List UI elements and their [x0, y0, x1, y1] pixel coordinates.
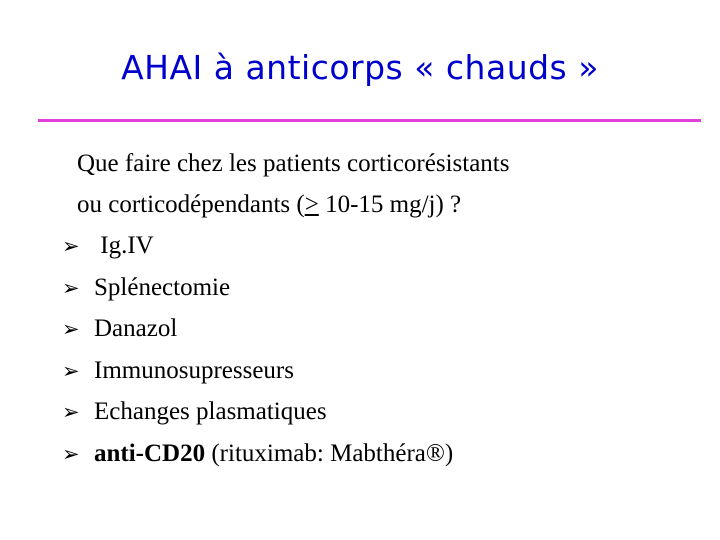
arrow-bullet-icon: ➢ — [62, 234, 80, 258]
arrow-bullet-icon: ➢ — [62, 441, 80, 466]
list-item-label: Ig.IV — [94, 232, 154, 259]
list-item-label: Splénectomie — [94, 273, 231, 301]
intro-line-2 — [77, 184, 697, 225]
list-item-label: Danazol — [94, 315, 178, 342]
arrow-bullet-icon: ➢ — [62, 358, 80, 383]
arrow-bullet-icon: ➢ — [62, 317, 80, 341]
list-item-anti-cd20 — [62, 433, 702, 475]
intro-question — [77, 143, 697, 225]
list-item-danazol — [62, 308, 702, 350]
treatment-list — [62, 225, 702, 474]
arrow-bullet-icon: ➢ — [62, 275, 80, 300]
list-item-splenectomie — [62, 267, 702, 309]
list-item-label: Echanges plasmatiques — [94, 398, 327, 425]
list-item-label-bold: anti-CD20 — [94, 439, 206, 467]
list-item-igiv — [62, 225, 702, 267]
arrow-bullet-icon: ➢ — [62, 400, 80, 424]
list-item-echanges-plasmatiques — [62, 391, 702, 433]
list-item-label: Immunosupresseurs — [94, 356, 294, 384]
greater-equal-symbol: > — [304, 191, 319, 218]
intro-line-2-end: 10-15 mg/j) ? — [318, 191, 462, 218]
list-item-immunosupresseurs — [62, 350, 702, 392]
slide-title: AHAI à anticorps « chauds » — [121, 48, 599, 87]
intro-line-2-start: ou corticodépendants ( — [77, 191, 305, 218]
title-divider — [38, 119, 701, 122]
list-item-label: (rituximab: Mabthéra®) — [205, 439, 454, 467]
intro-line-1: Que faire chez les patients corticorésistants — [77, 150, 510, 177]
